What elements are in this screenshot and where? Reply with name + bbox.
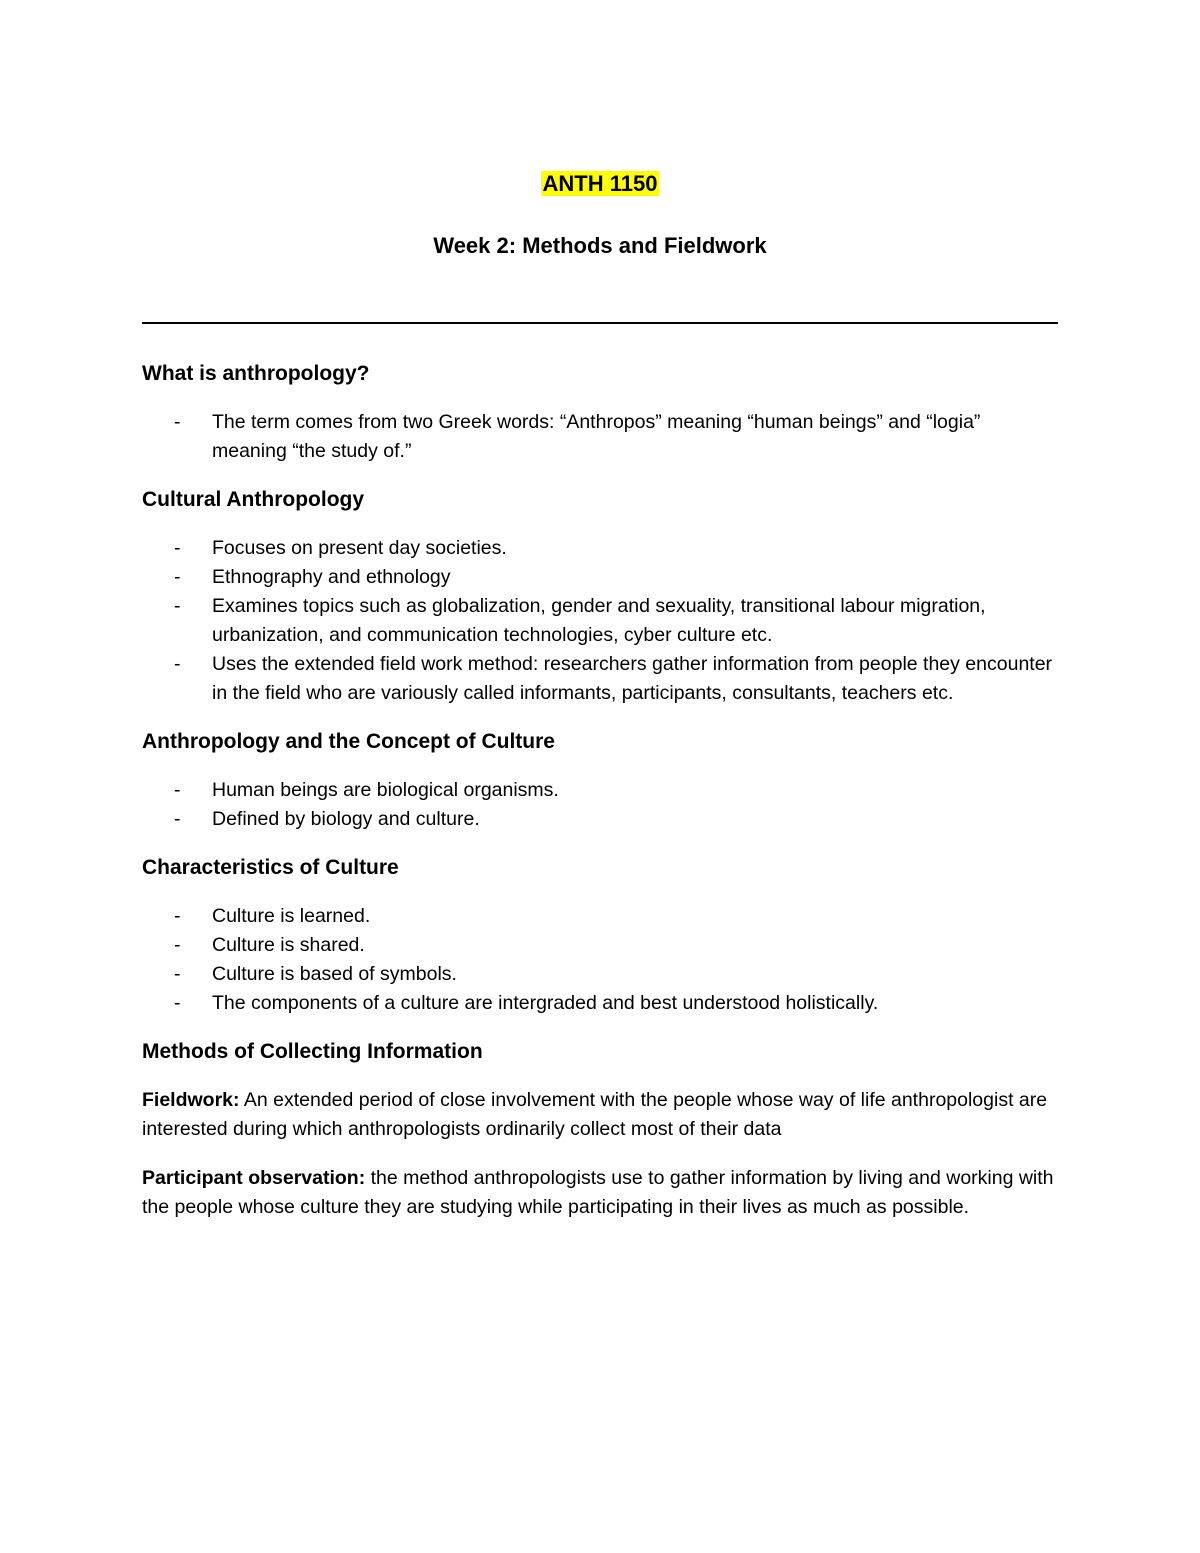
list-item: - Human beings are biological organisms. (142, 776, 1058, 805)
dash-bullet: - (174, 537, 181, 559)
section-list-concept-of-culture (142, 776, 1058, 834)
dash-bullet: - (174, 566, 181, 588)
list-item: - Ethnography and ethnology (142, 563, 1058, 592)
section-heading-methods-collecting-information: Methods of Collecting Information (142, 1040, 483, 1063)
dash-bullet: - (174, 779, 181, 801)
dash-bullet: - (174, 992, 181, 1014)
dash-bullet: - (174, 934, 181, 956)
dash-bullet: - (174, 963, 181, 985)
list-item: - Culture is based of symbols. (142, 960, 1058, 989)
list-item: - Defined by biology and culture. (142, 805, 1058, 834)
course-code: ANTH 1150 (542, 171, 658, 196)
section-heading-cultural-anthropology: Cultural Anthropology (142, 488, 365, 511)
section-heading-characteristics-of-culture: Characteristics of Culture (142, 856, 399, 879)
dash-bullet: - (174, 905, 181, 927)
list-item: - Examines topics such as globalization, gender and sexuality, transitional labour migration, urbanization, and communication technologies, cyber culture etc. (142, 592, 1058, 650)
section-list-what-is-anthropology (142, 408, 1058, 466)
definition-term: Participant observation: (142, 1167, 366, 1189)
section-list-characteristics-of-culture (142, 902, 1058, 1018)
definition-text: the method anthropologists use to gather information by living and working with the people whose culture they are studying while participating in their lives as much as possible. (142, 1167, 1054, 1218)
list-item: - Focuses on present day societies. (142, 534, 1058, 563)
dash-bullet: - (174, 411, 181, 433)
section-list-cultural-anthropology (142, 534, 1058, 708)
horizontal-rule (142, 322, 1058, 324)
list-item: - Culture is learned. (142, 902, 1058, 931)
definition-participant-observation (142, 1164, 1058, 1222)
list-item: - The components of a culture are intergraded and best understood holistically. (142, 989, 1058, 1018)
week-title: Week 2: Methods and Fieldwork (433, 233, 767, 258)
dash-bullet: - (174, 808, 181, 830)
section-heading-concept-of-culture: Anthropology and the Concept of Culture (142, 730, 555, 753)
dash-bullet: - (174, 653, 181, 675)
definition-term: Fieldwork: (142, 1089, 240, 1111)
list-item: - Culture is shared. (142, 931, 1058, 960)
list-item: - The term comes from two Greek words: “Anthropos” meaning “human beings” and “logia” meaning “the study of.” (142, 408, 1058, 466)
course-code-line (0, 168, 1200, 200)
list-item: - Uses the extended field work method: researchers gather information from people they encounter in the field who are variously called informants, participants, consultants, teachers etc. (142, 650, 1058, 708)
definition-text: An extended period of close involvement with the people whose way of life anthropologist are interested during which anthropologists ordinarily collect most of their data (142, 1089, 1048, 1140)
section-heading-what-is-anthropology: What is anthropology? (142, 362, 370, 385)
document-body (142, 358, 1058, 1242)
dash-bullet: - (174, 595, 181, 617)
definition-fieldwork (142, 1086, 1058, 1144)
